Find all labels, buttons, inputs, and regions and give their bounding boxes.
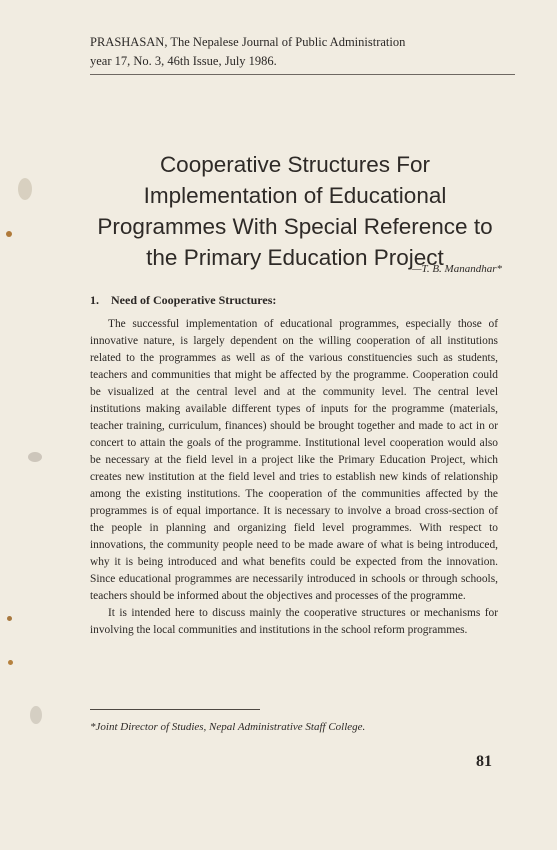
header-divider <box>90 74 515 75</box>
author-byline: —T. B. Manandhar* <box>411 263 502 275</box>
paper-speck <box>6 231 12 237</box>
body-paragraph: The successful implementation of educational programmes, especially those of innovative nature, is largely dependent on the willing cooperation of all institutions related to the programmes as well as of the various constituencies such as students, teachers and communities that might be affected by the programme. Cooperation could be visualized at the central level and at the community level. The central level institutions making available different types of inputs for the programme (materials, teacher training, curriculum, finances) should be brought together and made to act in or concert to attain the goals of the programme. Institutional level cooperation would also be necessary at the field level in a project like the Primary Education Project, which creates new institution at the field level and tries to establish new kinds of relationship among the existing institutions. The cooperation of the communities affected by the programmes is of equal importance. It is necessary to involve a broad cross-section of the people in planning and organizing field level programmes. With respect to innovations, the community people need to be made aware of what is being introduced, why it is being introduced and what benefits could be expected from the innovation. Since educational programmes are necessarily introduced in schools or through schools, teachers should be informed about the objectives and processes of the programme. <box>90 318 498 602</box>
article-body <box>90 316 498 639</box>
paper-stain <box>30 706 42 724</box>
section-heading <box>90 293 276 308</box>
section-title: Need of Cooperative Structures: <box>111 293 277 307</box>
paper-speck <box>8 660 13 665</box>
paper-stain <box>28 452 42 462</box>
paper-stain <box>18 178 32 200</box>
paper-speck <box>7 616 12 621</box>
section-number: 1. <box>90 293 99 307</box>
page-number: 81 <box>476 753 492 770</box>
article-title: Cooperative Structures For Implementation of Educational Programmes With Special Reference to the Primary Education Project <box>97 152 493 270</box>
footnote: *Joint Director of Studies, Nepal Administrative Staff College. <box>90 721 366 733</box>
body-paragraph: It is intended here to discuss mainly the cooperative structures or mechanisms for involving the local communities and institutions in the school reform programmes. <box>90 607 498 636</box>
journal-citation: PRASHASAN, The Nepalese Journal of Public Administration <box>90 35 406 49</box>
footnote-divider <box>90 709 260 710</box>
issue-info: year 17, No. 3, 46th Issue, July 1986. <box>90 54 277 68</box>
journal-header <box>90 33 405 71</box>
